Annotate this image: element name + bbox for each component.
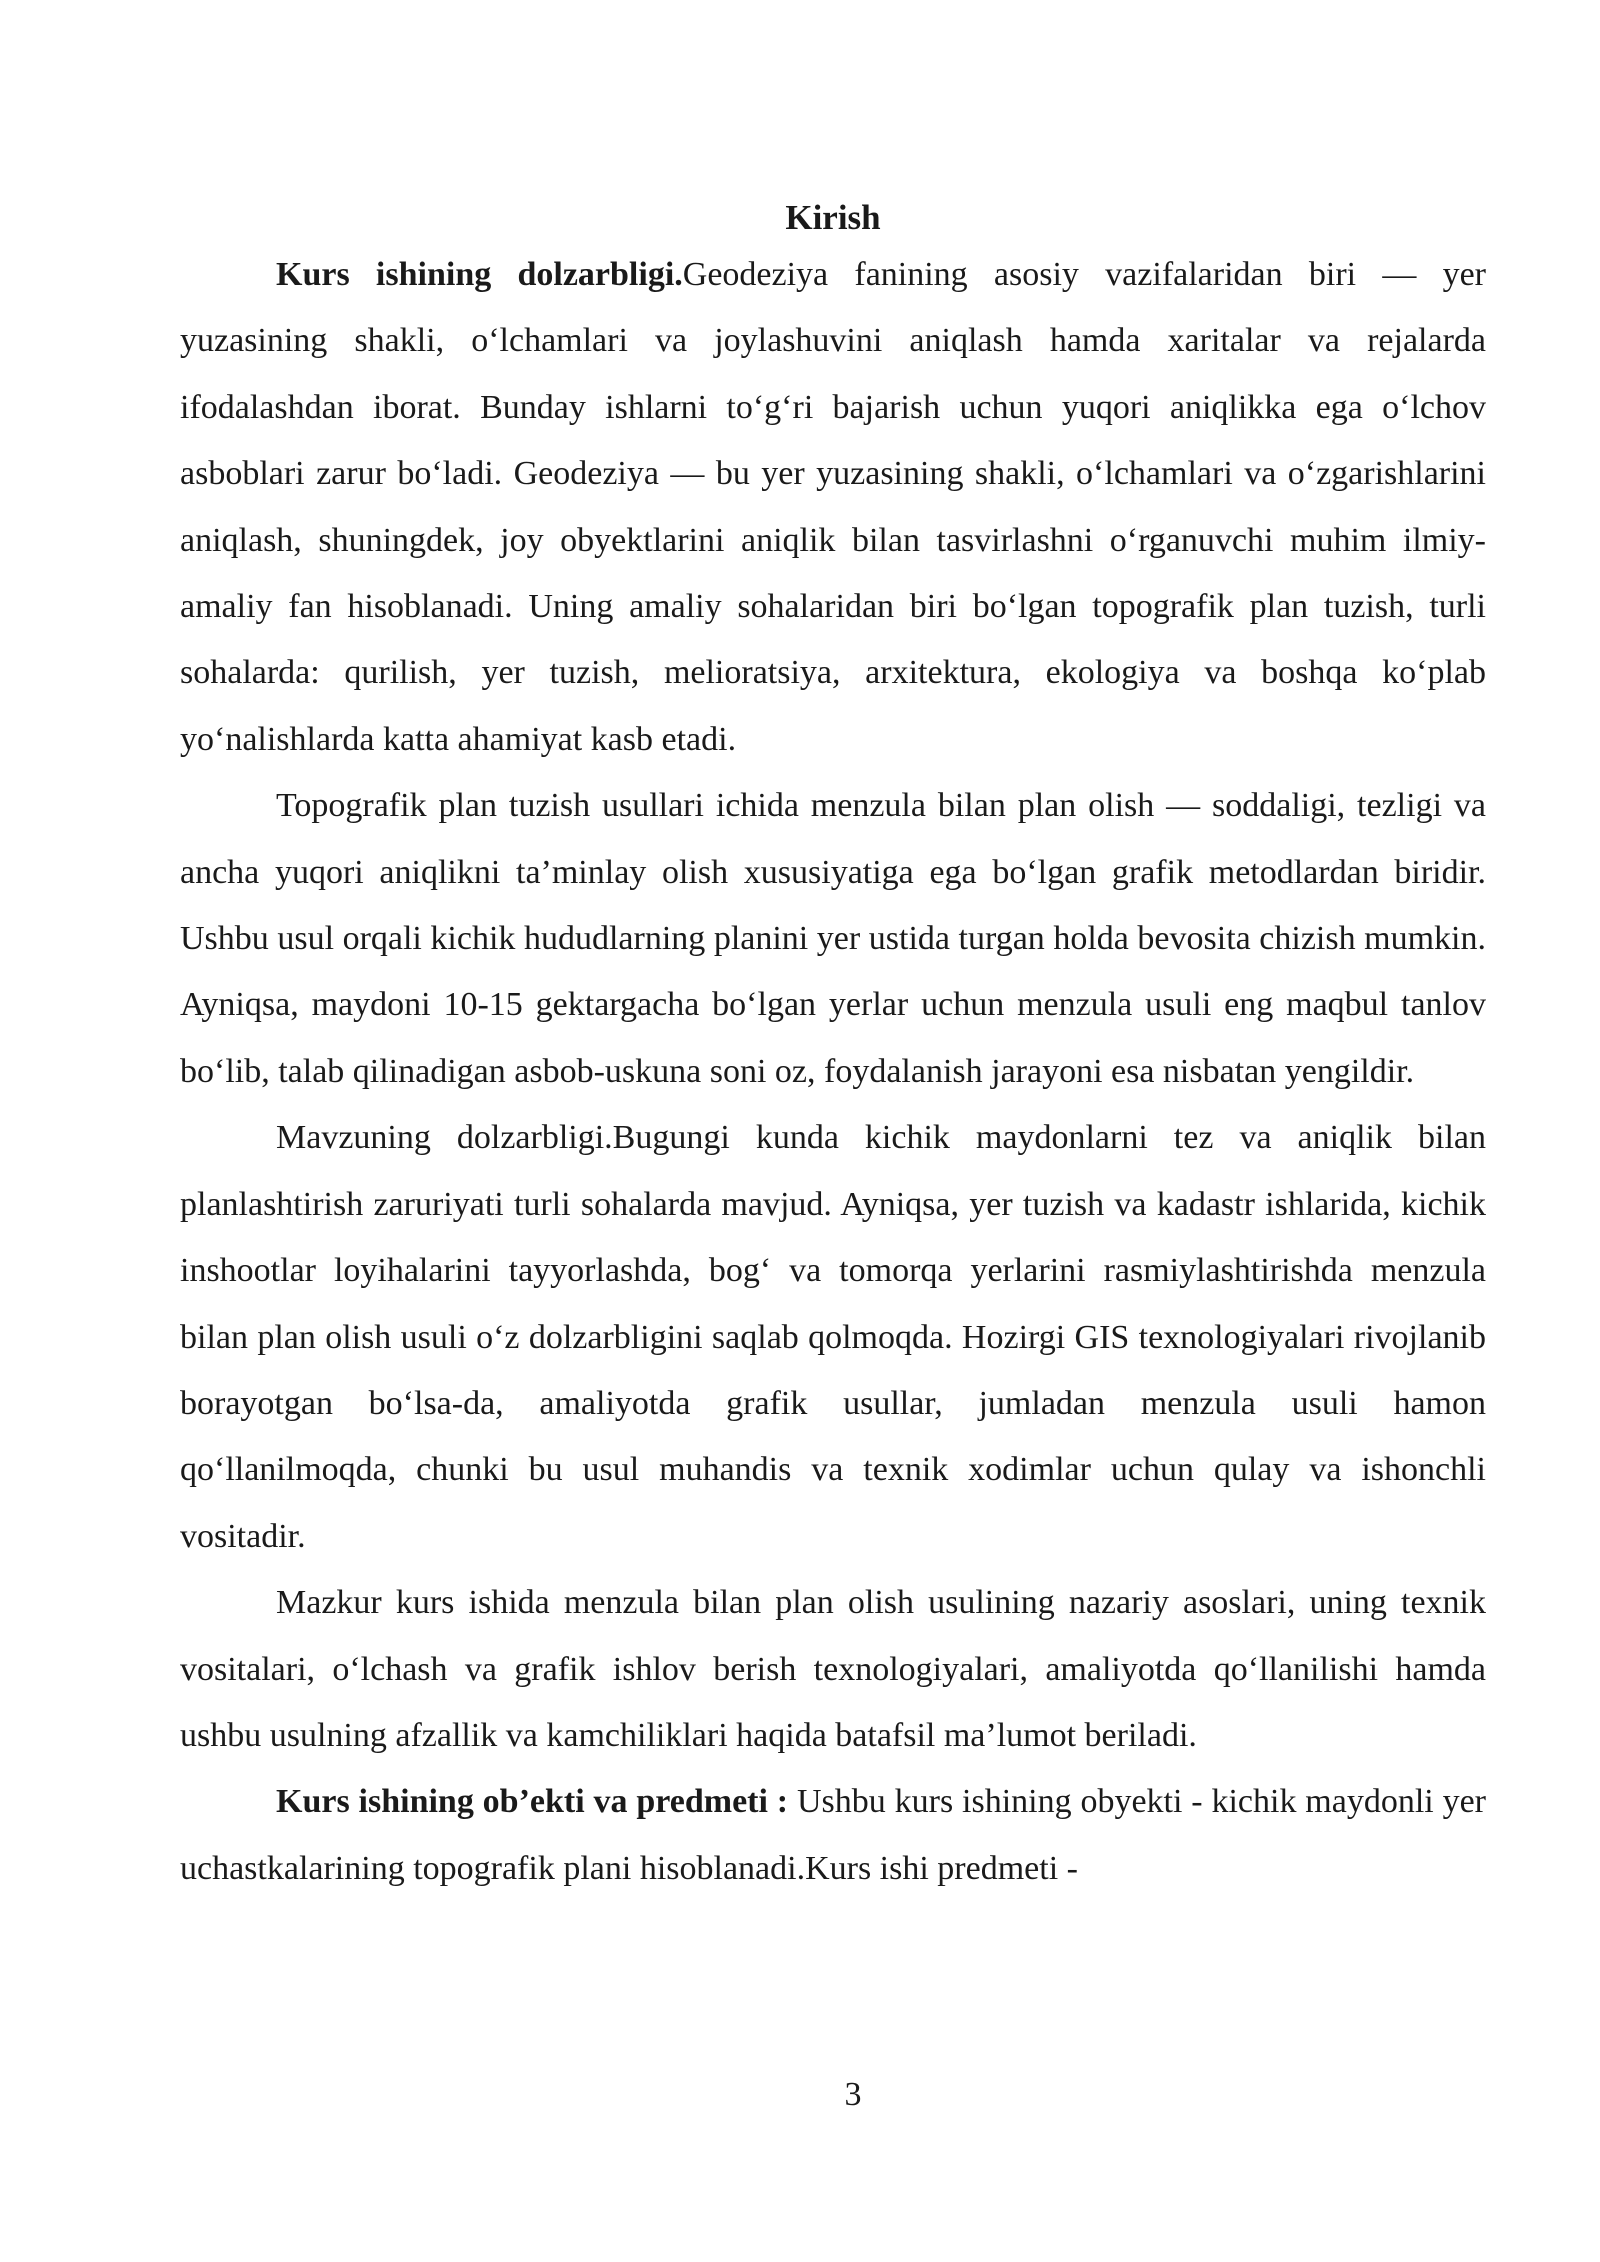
paragraph-bold-lead: Kurs ishining ob’ekti va predmeti : bbox=[276, 1783, 789, 1821]
paragraph-object-subject bbox=[180, 1769, 1486, 1902]
page-number: 3 bbox=[844, 2076, 862, 2113]
paragraph-text: Mavzuning dolzarbligi.Bugungi kunda kichik maydonlarni tez va aniqlik bilan planlashtirish zaruriyati turli sohalarda mavjud. Ayniqsa, yer tuzish va kadastr ishlarida, kichik inshootlar loyihalarini tayyorlashda, bog‘ va tomorqa yerlarini rasmiylashtirishda menzula bilan plan olish usuli o‘z dolzarbligini saqlab qolmoqda. Hozirgi GIS texnologiyalari rivojlanib borayotgan bo‘lsa-da, amaliyotda grafik usullar, jumladan menzula usuli hamon qo‘llanilmoqda, chunki bu usul muhandis va texnik xodimlar uchun qulay va ishonchli vositadir. bbox=[180, 1119, 1486, 1555]
paragraph-text: Mazkur kurs ishida menzula bilan plan olish usulining nazariy asoslari, uning texnik vositalari, o‘lchash va grafik ishlov berish texnologiyalari, amaliyotda qo‘llanilishi hamda ushbu usulning afzallik va kamchiliklari haqida batafsil ma’lumot beriladi. bbox=[180, 1584, 1486, 1754]
paragraph-scope bbox=[180, 1570, 1486, 1769]
paragraph-text: Geodeziya fanining asosiy vazifalaridan biri — yer yuzasining shakli, o‘lchamlari va joylashuvini aniqlash hamda xaritalar va rejalarda ifodalashdan iborat. Bunday ishlarni to‘g‘ri bajarish uchun yuqori aniqlikka ega o‘lchov asboblari zarur bo‘ladi. Geodeziya — bu yer yuzasining shakli, o‘lchamlari va o‘zgarishlarini aniqlash, shuningdek, joy obyektlarini aniqlik bilan tasvirlashni o‘rganuvchi muhim ilmiy-amaliy fan hisoblanadi. Uning amaliy sohalaridan biri bo‘lgan topografik plan tuzish, turli sohalarda: qurilish, yer tuzish, melioratsiya, arxitektura, ekologiya va boshqa ko‘plab yo‘nalishlarda katta ahamiyat kasb etadi. bbox=[180, 256, 1486, 758]
paragraph-relevance bbox=[180, 242, 1486, 773]
paragraph-text: Ushbu kurs ishining obyekti - kichik maydonli yer uchastkalarining topografik plani hisoblanadi.Kurs ishi predmeti - bbox=[180, 1783, 1486, 1887]
document-page bbox=[180, 196, 1486, 1902]
paragraph-topic-relevance bbox=[180, 1105, 1486, 1570]
paragraph-text: Topografik plan tuzish usullari ichida menzula bilan plan olish — soddaligi, tezligi va ancha yuqori aniqlikni ta’minlay olish xususiyatiga ega bo‘lgan grafik metodlardan biridir. Ushbu usul orqali kichik hududlarning planini yer ustida turgan holda bevosita chizish mumkin. Ayniqsa, maydoni 10-15 gektargacha bo‘lgan yerlar uchun menzula usuli eng maqbul tanlov bo‘lib, talab qilinadigan asbob-uskuna soni oz, foydalanish jarayoni esa nisbatan yengildir. bbox=[180, 787, 1486, 1090]
paragraph-methods bbox=[180, 773, 1486, 1105]
page-title: Kirish bbox=[785, 198, 881, 237]
paragraph-bold-lead: Kurs ishining dolzarbligi. bbox=[276, 256, 683, 293]
